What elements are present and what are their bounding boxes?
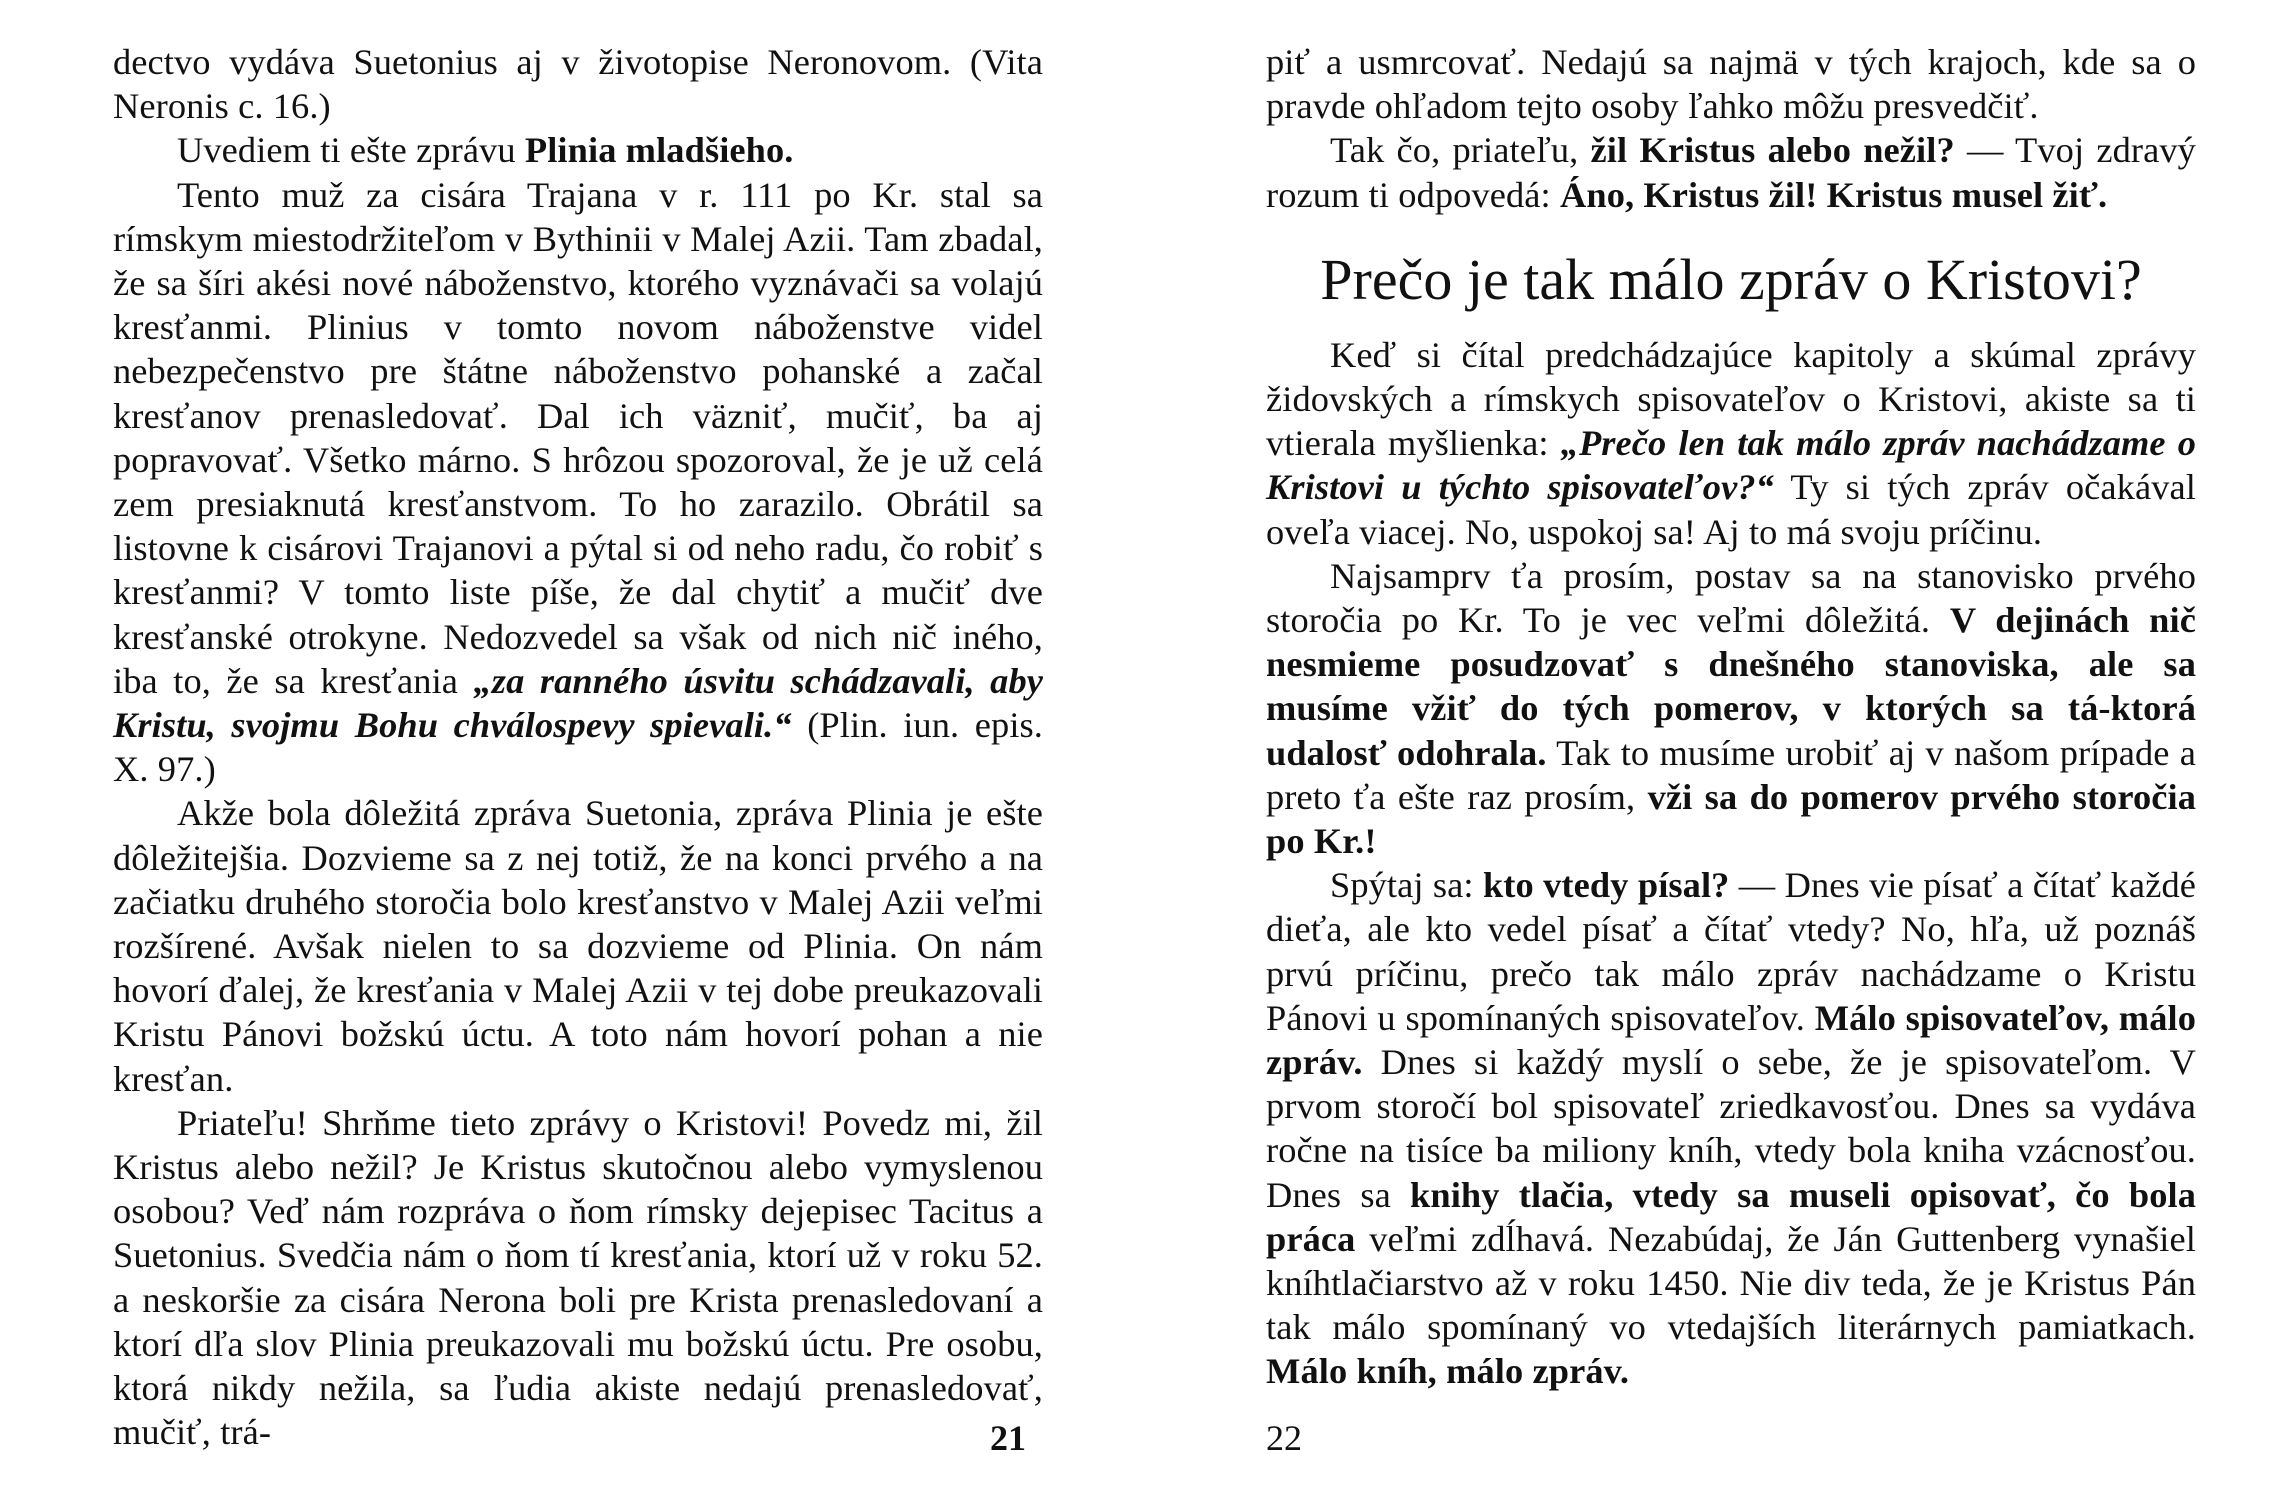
- bold-text: Málo kníh, málo zpráv.: [1266, 1351, 1630, 1392]
- bold-text: knihy tlačia, vtedy sa museli opisovať, čo bola práca: [1266, 1174, 2196, 1259]
- bold-italic-text: „Prečo len tak málo zpráv nachádzame o Kristovi u týchto spisovateľov?“: [1266, 423, 2196, 508]
- bold-text: V dejinách nič nesmieme posudzovať s dnešného stanoviska, ale sa musíme vžiť do tých pomerov, v ktorých sa tá-ktorá udalosť odohrala.: [1266, 600, 2196, 773]
- bold-text: žil Kristus alebo nežil?: [1590, 130, 1955, 171]
- paragraph: [113, 173, 1043, 792]
- text-run: — Tvoj zdravý rozum ti odpovedá:: [1266, 130, 2196, 215]
- right-page-body-bottom: [1266, 333, 2196, 1394]
- paragraph: [1266, 40, 2196, 128]
- text-run: Uvediem ti ešte zprávu: [177, 130, 525, 171]
- paragraph: [1266, 333, 2196, 554]
- chapter-heading: Prečo je tak málo zpráv o Kristovi?: [1320, 246, 2142, 312]
- bold-text: Áno, Kristus žil! Kristus musel žiť.: [1559, 174, 2108, 215]
- text-run: Najsamprv ťa prosím, postav sa na stanovisko prvého storočia po Kr. To je vec veľmi dôležitá.: [1266, 555, 2196, 641]
- page-number-left: 21: [990, 1418, 1026, 1458]
- text-run: Akže bola dôležitá zpráva Suetonia, zpráva Plinia je ešte dôležitejšia. Dozvieme sa z nej totiž, že na konci prvého a na začiatku druhého storočia bolo kresťanstvo v Malej Azii veľmi rozšírené. Avšak nielen to sa dozvieme od Plinia. On nám hovorí ďalej, že kresťania v Malej Azii v tej dobe preukazovali Kristu Pánovi božskú úctu. A toto nám hovorí pohan a nie kresťan.: [113, 793, 1043, 1099]
- text-run: Tak to musíme urobiť aj v našom prípade a preto ťa ešte raz prosím,: [1266, 732, 2196, 817]
- paragraph: [113, 128, 1043, 172]
- right-page: [1266, 40, 2196, 1394]
- paragraph: [1266, 554, 2196, 863]
- text-run: Tak čo, priateľu,: [1330, 130, 1591, 171]
- text-run: Ty si tých zpráv očakával oveľa viacej. No, uspokoj sa! Aj to má svoju príčinu.: [1266, 467, 2196, 552]
- paragraph: [1266, 863, 2196, 1393]
- right-page-body-top: [1266, 40, 2196, 217]
- paragraph: [1266, 128, 2196, 216]
- text-run: dectvo vydáva Suetonius aj v životopise Neronovom. (Vita Neronis c. 16.): [113, 42, 1043, 127]
- page-number-right: 22: [1266, 1418, 1302, 1458]
- paragraph: [113, 1101, 1043, 1455]
- left-page: [113, 40, 1043, 1455]
- bold-text: Málo spisovateľov, málo zpráv.: [1266, 997, 2196, 1083]
- left-page-body: [113, 40, 1043, 1455]
- text-run: Priateľu! Shrňme tieto zprávy o Kristovi! Povedz mi, žil Kristus alebo nežil? Je Kristus skutočnou alebo vymyslenou osobou? Veď nám rozpráva o ňom rímsky dejepisec Tacitus a Suetonius. Svedčia nám o ňom tí kresťania, ktorí už v roku 52. a neskoršie za cisára Nerona boli pre Krista prenasledovaní a ktorí dľa slov Plinia preukazovali mu božskú úctu. Pre osobu, ktorá nikdy nežila, sa ľudia akiste nedajú prenasledovať, mučiť, trá-: [113, 1102, 1043, 1453]
- paragraph: [113, 791, 1043, 1100]
- text-run: (Plin. iun. epis. X. 97.): [113, 705, 1043, 790]
- text-run: Spýtaj sa:: [1330, 865, 1483, 906]
- paragraph: [113, 40, 1043, 128]
- text-run: Dnes si každý myslí o sebe, že je spisovateľom. V prvom storočí bol spisovateľ zriedkavosťou. Dnes sa vydáva ročne na tisíce ba miliony kníh, vtedy bola kniha vzácnosťou. Dnes sa: [1266, 1042, 2196, 1215]
- text-run: Keď si čítal predchádzajúce kapitoly a skúmal zprávy židovských a rímskych spisovateľov o Kristovi, akiste sa ti vtierala myšlienka:: [1266, 334, 2196, 464]
- text-run: Tento muž za cisára Trajana v r. 111 po Kr. stal sa rímskym miestodržiteľom v Bythinii v Malej Azii. Tam zbadal, že sa šíri akési nové náboženstvo, ktorého vyznávači sa volajú kresťanmi. Plinius v tomto novom náboženstve videl nebezpečenstvo pre štátne náboženstvo pohanské a začal kresťanov prenasledovať. Dal ich väzniť, mučiť, ba aj popravovať. Všetko márno. S hrôzou spozoroval, že je už celá zem presiaknutá kresťanstvom. To ho zarazilo. Obrátil sa listovne k cisárovi Trajanovi a pýtal si od neho radu, čo robiť s kresťanmi? V tomto liste píše, že dal chytiť a mučiť dve kresťanské otrokyne. Nedozvedel sa však od nich nič iného, iba to, že sa kresťania: [113, 174, 1043, 701]
- text-run: piť a usmrcovať. Nedajú sa najmä v tých krajoch, kde sa o pravde ohľadom tejto osoby ľahko môžu presvedčiť.: [1266, 42, 2196, 127]
- bold-text: Plinia mladšieho.: [524, 130, 794, 171]
- bold-text: kto vtedy písal?: [1482, 865, 1730, 906]
- bold-italic-text: „za ranného úsvitu schádzavali, aby Kristu, svojmu Bohu chválospevy spievali.“: [113, 660, 1043, 746]
- text-run: — Dnes vie písať a čítať každé dieťa, ale kto vedel písať a čítať vtedy? No, hľa, už poznáš prvú príčinu, prečo tak málo zpráv nachádzame o Kristu Pánovi u spomínaných spisovateľov.: [1266, 865, 2196, 1038]
- text-run: veľmi zdĺhavá. Nezabúdaj, že Ján Guttenberg vynašiel kníhtlačiarstvo až v roku 1450. Nie div teda, že je Kristus Pán tak málo spomínaný vo vtedajších literárnych pamiatkach.: [1266, 1218, 2196, 1348]
- bold-text: vži sa do pomerov prvého storočia po Kr.!: [1266, 776, 2196, 862]
